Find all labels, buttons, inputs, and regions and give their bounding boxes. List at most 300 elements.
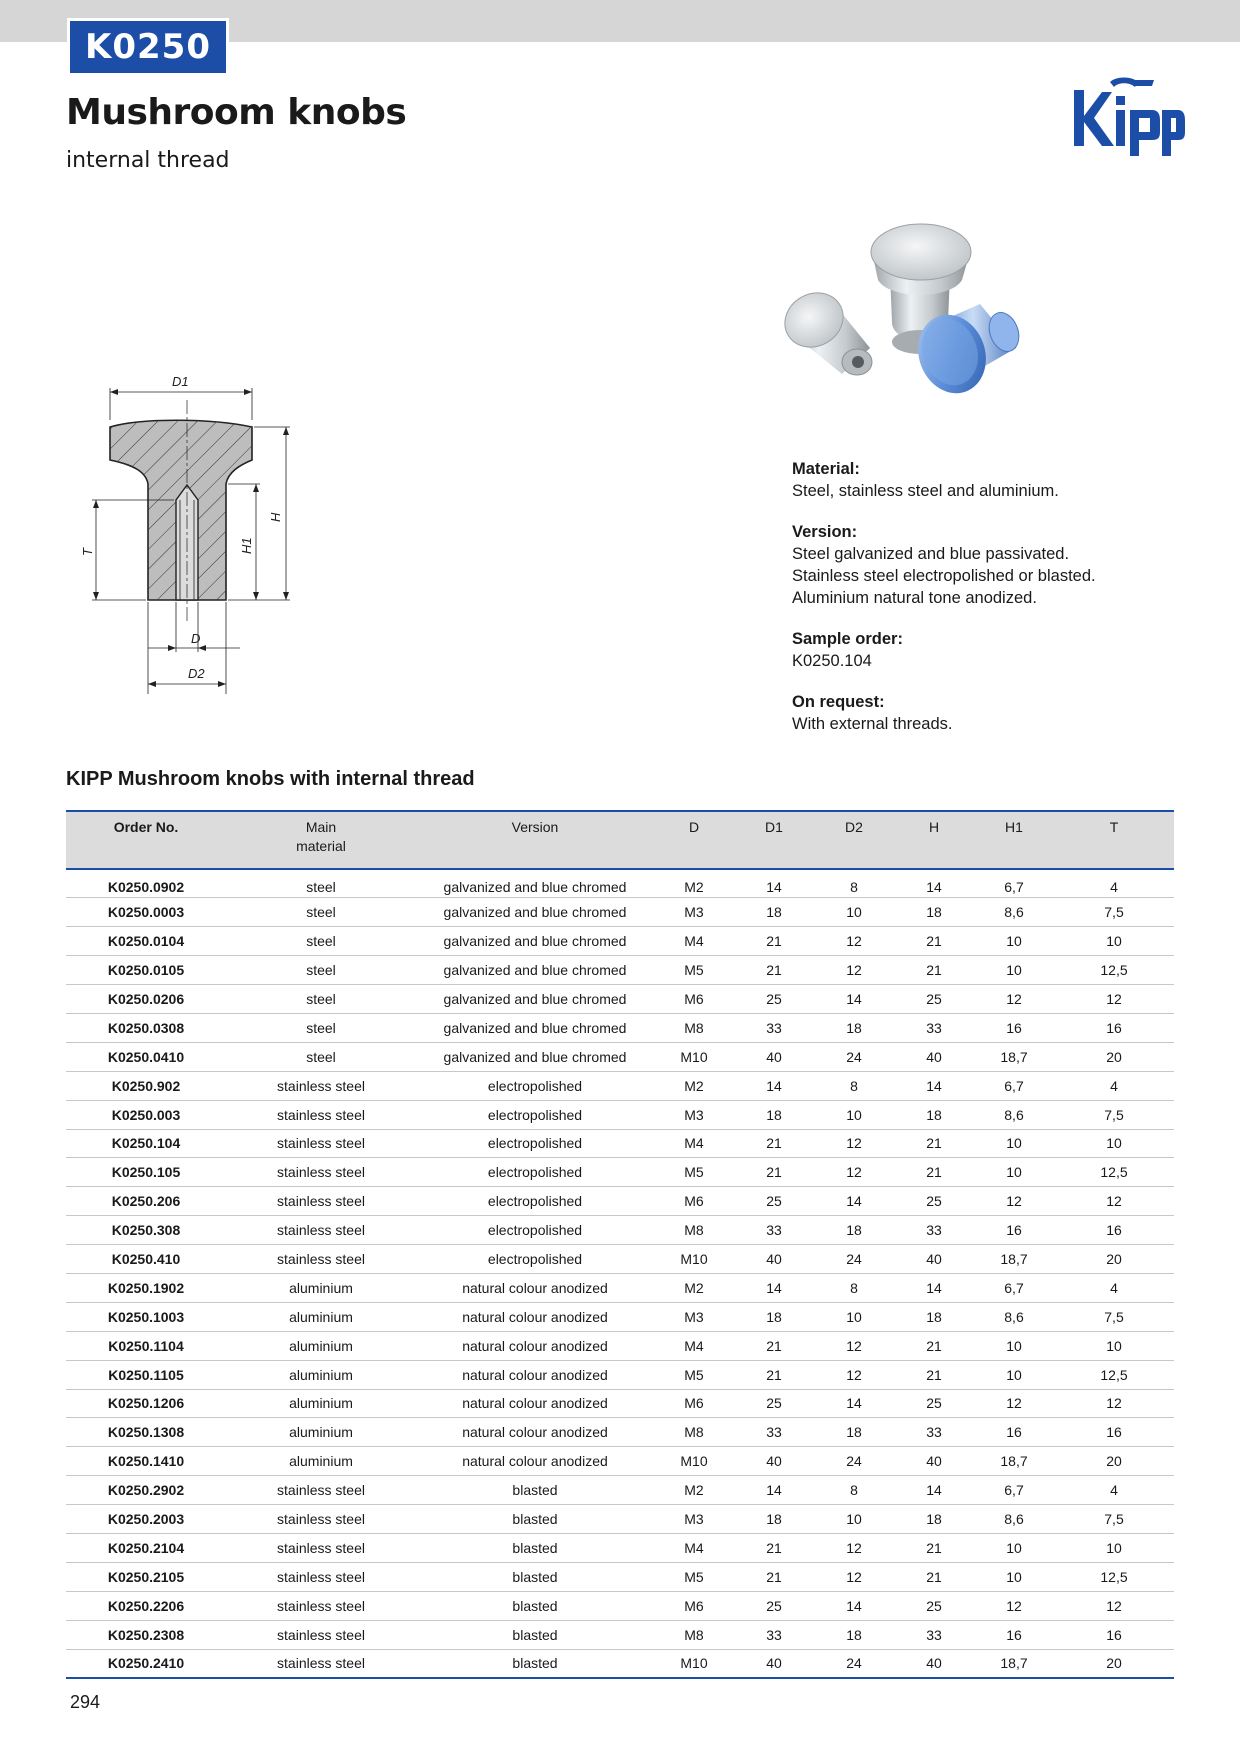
- cell-version: natural colour anodized: [416, 1360, 654, 1389]
- cell-main-material: steel: [226, 1013, 416, 1042]
- cell-order-no: K0250.1410: [66, 1447, 226, 1476]
- column-header-main-material: [226, 811, 416, 869]
- column-header-text: H: [928, 819, 940, 835]
- cell-order-no: K0250.0902: [66, 869, 226, 898]
- cell-d: M8: [654, 1216, 734, 1245]
- cell-d2: 8: [814, 1071, 894, 1100]
- cell-d1: 21: [734, 1562, 814, 1591]
- cell-version: blasted: [416, 1533, 654, 1562]
- cell-order-no: K0250.902: [66, 1071, 226, 1100]
- cell-order-no: K0250.1003: [66, 1302, 226, 1331]
- table-row: [66, 1100, 1174, 1129]
- column-header-order-no: [66, 811, 226, 869]
- cell-version: electropolished: [416, 1245, 654, 1274]
- cell-d1: 21: [734, 1129, 814, 1158]
- cell-version: blasted: [416, 1562, 654, 1591]
- cell-t: 12: [1054, 1187, 1174, 1216]
- cell-d2: 8: [814, 1476, 894, 1505]
- table-row: [66, 985, 1174, 1014]
- cell-main-material: stainless steel: [226, 1649, 416, 1678]
- cell-main-material: stainless steel: [226, 1071, 416, 1100]
- cell-h: 33: [894, 1620, 974, 1649]
- cell-d: M8: [654, 1620, 734, 1649]
- cell-d2: 12: [814, 956, 894, 985]
- cell-t: 20: [1054, 1245, 1174, 1274]
- cell-d: M3: [654, 1100, 734, 1129]
- dim-label-h1: H1: [239, 537, 254, 554]
- cell-version: galvanized and blue chromed: [416, 869, 654, 898]
- cell-order-no: K0250.2410: [66, 1649, 226, 1678]
- cell-main-material: stainless steel: [226, 1216, 416, 1245]
- cell-d: M10: [654, 1042, 734, 1071]
- table-row: [66, 1389, 1174, 1418]
- cell-d2: 14: [814, 1187, 894, 1216]
- column-header-h: [894, 811, 974, 869]
- cell-h: 25: [894, 1591, 974, 1620]
- table-row: [66, 1042, 1174, 1071]
- cell-d2: 24: [814, 1649, 894, 1678]
- cell-t: 20: [1054, 1042, 1174, 1071]
- cell-h: 33: [894, 1013, 974, 1042]
- cell-main-material: stainless steel: [226, 1562, 416, 1591]
- cell-main-material: aluminium: [226, 1360, 416, 1389]
- cell-d: M4: [654, 1331, 734, 1360]
- cell-h: 14: [894, 1273, 974, 1302]
- spec-label: On request:: [792, 693, 885, 711]
- dim-label-d2: D2: [188, 666, 205, 681]
- cell-t: 7,5: [1054, 1100, 1174, 1129]
- cell-order-no: K0250.206: [66, 1187, 226, 1216]
- table-row: [66, 1245, 1174, 1274]
- cell-h1: 16: [974, 1216, 1054, 1245]
- cell-d2: 12: [814, 1360, 894, 1389]
- cell-h1: 10: [974, 1533, 1054, 1562]
- cell-h1: 12: [974, 985, 1054, 1014]
- cell-h: 18: [894, 1505, 974, 1534]
- cell-version: natural colour anodized: [416, 1389, 654, 1418]
- cell-d: M5: [654, 1562, 734, 1591]
- cell-order-no: K0250.410: [66, 1245, 226, 1274]
- cell-t: 12: [1054, 1389, 1174, 1418]
- cell-d1: 14: [734, 1476, 814, 1505]
- cell-order-no: K0250.2104: [66, 1533, 226, 1562]
- dim-label-t: T: [80, 548, 95, 556]
- cell-d: M6: [654, 1591, 734, 1620]
- cell-main-material: aluminium: [226, 1273, 416, 1302]
- cell-d2: 12: [814, 1158, 894, 1187]
- cell-order-no: K0250.2105: [66, 1562, 226, 1591]
- cell-d: M8: [654, 1013, 734, 1042]
- cell-d1: 21: [734, 1360, 814, 1389]
- spec-block: [792, 458, 1212, 502]
- cell-order-no: K0250.1902: [66, 1273, 226, 1302]
- cell-h: 21: [894, 1331, 974, 1360]
- cell-d1: 25: [734, 1187, 814, 1216]
- cell-d: M3: [654, 1505, 734, 1534]
- cell-h1: 12: [974, 1389, 1054, 1418]
- cell-t: 12: [1054, 1591, 1174, 1620]
- cell-d2: 12: [814, 1129, 894, 1158]
- cell-main-material: steel: [226, 1042, 416, 1071]
- cell-h: 40: [894, 1042, 974, 1071]
- cell-h: 21: [894, 1158, 974, 1187]
- spec-value: With external threads.: [792, 715, 953, 733]
- spec-label: Material:: [792, 460, 860, 478]
- cell-h: 18: [894, 1100, 974, 1129]
- spec-block: [792, 628, 1212, 672]
- cell-order-no: K0250.0308: [66, 1013, 226, 1042]
- cell-d: M10: [654, 1649, 734, 1678]
- cell-h: 40: [894, 1447, 974, 1476]
- cell-t: 12,5: [1054, 1562, 1174, 1591]
- cell-version: natural colour anodized: [416, 1447, 654, 1476]
- cell-d2: 18: [814, 1418, 894, 1447]
- cell-h: 40: [894, 1649, 974, 1678]
- cell-h1: 8,6: [974, 1302, 1054, 1331]
- cell-version: galvanized and blue chromed: [416, 927, 654, 956]
- cell-order-no: K0250.0206: [66, 985, 226, 1014]
- column-header-d: [654, 811, 734, 869]
- cell-main-material: steel: [226, 869, 416, 898]
- cell-h: 14: [894, 869, 974, 898]
- cell-main-material: stainless steel: [226, 1245, 416, 1274]
- cell-h: 21: [894, 927, 974, 956]
- cell-d1: 40: [734, 1245, 814, 1274]
- cell-version: galvanized and blue chromed: [416, 898, 654, 927]
- cell-order-no: K0250.0105: [66, 956, 226, 985]
- cell-d1: 40: [734, 1447, 814, 1476]
- table-row: [66, 1649, 1174, 1678]
- column-header-version: [416, 811, 654, 869]
- table-row: [66, 898, 1174, 927]
- cell-d2: 10: [814, 1302, 894, 1331]
- column-header-text: D1: [765, 819, 783, 835]
- cell-main-material: stainless steel: [226, 1505, 416, 1534]
- cell-d1: 14: [734, 1273, 814, 1302]
- cell-d2: 10: [814, 1505, 894, 1534]
- cell-h: 21: [894, 1360, 974, 1389]
- cell-t: 4: [1054, 1476, 1174, 1505]
- table-row: [66, 869, 1174, 898]
- cell-h1: 8,6: [974, 1100, 1054, 1129]
- cell-h1: 10: [974, 1562, 1054, 1591]
- table-row: [66, 1620, 1174, 1649]
- cell-t: 7,5: [1054, 1505, 1174, 1534]
- dim-label-h: H: [268, 512, 283, 522]
- cell-h1: 18,7: [974, 1245, 1054, 1274]
- cell-version: blasted: [416, 1649, 654, 1678]
- table-row: [66, 1302, 1174, 1331]
- cell-h: 14: [894, 1071, 974, 1100]
- cell-main-material: stainless steel: [226, 1591, 416, 1620]
- cell-d2: 18: [814, 1013, 894, 1042]
- cell-t: 20: [1054, 1649, 1174, 1678]
- cell-main-material: aluminium: [226, 1331, 416, 1360]
- cell-t: 10: [1054, 1533, 1174, 1562]
- cell-h: 25: [894, 1389, 974, 1418]
- cell-d2: 14: [814, 1591, 894, 1620]
- cell-main-material: stainless steel: [226, 1187, 416, 1216]
- cell-d: M2: [654, 1071, 734, 1100]
- cell-d2: 12: [814, 1562, 894, 1591]
- cell-d1: 25: [734, 1389, 814, 1418]
- column-header-text: T: [1109, 819, 1119, 835]
- cell-d1: 33: [734, 1216, 814, 1245]
- spec-label: Sample order:: [792, 630, 903, 648]
- cell-d2: 24: [814, 1447, 894, 1476]
- cell-t: 12,5: [1054, 956, 1174, 985]
- cell-d: M3: [654, 1302, 734, 1331]
- column-header-text: H1: [1005, 819, 1023, 835]
- cell-t: 4: [1054, 1071, 1174, 1100]
- cell-order-no: K0250.1105: [66, 1360, 226, 1389]
- cell-d1: 21: [734, 1533, 814, 1562]
- cell-h: 14: [894, 1476, 974, 1505]
- cell-h1: 18,7: [974, 1447, 1054, 1476]
- table-row: [66, 1331, 1174, 1360]
- cell-h1: 10: [974, 1360, 1054, 1389]
- cell-d2: 10: [814, 1100, 894, 1129]
- cell-d: M5: [654, 1360, 734, 1389]
- page-number: 294: [70, 1692, 101, 1712]
- column-header-d1: [734, 811, 814, 869]
- cell-main-material: stainless steel: [226, 1100, 416, 1129]
- cell-main-material: steel: [226, 985, 416, 1014]
- cell-d: M10: [654, 1245, 734, 1274]
- cell-d1: 18: [734, 1100, 814, 1129]
- dim-label-d: D: [191, 631, 201, 646]
- cell-main-material: aluminium: [226, 1302, 416, 1331]
- cell-h1: 12: [974, 1187, 1054, 1216]
- cell-d1: 21: [734, 1331, 814, 1360]
- cell-main-material: stainless steel: [226, 1158, 416, 1187]
- spec-value: Aluminium natural tone anodized.: [792, 589, 1037, 607]
- product-code: K0250: [70, 21, 226, 73]
- cell-h: 21: [894, 1129, 974, 1158]
- cell-h1: 6,7: [974, 1273, 1054, 1302]
- cell-d1: 40: [734, 1042, 814, 1071]
- cell-d: M8: [654, 1418, 734, 1447]
- cell-version: natural colour anodized: [416, 1273, 654, 1302]
- cell-d2: 12: [814, 927, 894, 956]
- table-body: [66, 869, 1174, 1678]
- cell-h: 33: [894, 1418, 974, 1447]
- cell-t: 16: [1054, 1216, 1174, 1245]
- cell-d: M5: [654, 1158, 734, 1187]
- cell-t: 7,5: [1054, 1302, 1174, 1331]
- page-title: Mushroom knobs: [66, 92, 407, 133]
- cell-version: natural colour anodized: [416, 1331, 654, 1360]
- table-row: [66, 927, 1174, 956]
- cell-t: 16: [1054, 1620, 1174, 1649]
- cell-d: M2: [654, 869, 734, 898]
- cell-t: 12,5: [1054, 1158, 1174, 1187]
- cell-version: galvanized and blue chromed: [416, 1042, 654, 1071]
- cell-h1: 8,6: [974, 1505, 1054, 1534]
- cell-h: 40: [894, 1245, 974, 1274]
- cell-h1: 10: [974, 1331, 1054, 1360]
- cell-d1: 18: [734, 1505, 814, 1534]
- page-subtitle: internal thread: [66, 148, 230, 173]
- cell-order-no: K0250.003: [66, 1100, 226, 1129]
- cell-d: M4: [654, 1129, 734, 1158]
- cell-order-no: K0250.104: [66, 1129, 226, 1158]
- cell-d1: 21: [734, 927, 814, 956]
- cell-version: electropolished: [416, 1071, 654, 1100]
- cell-h1: 18,7: [974, 1649, 1054, 1678]
- product-table: [66, 810, 1174, 1679]
- column-header-text: D2: [845, 819, 863, 835]
- cell-order-no: K0250.2308: [66, 1620, 226, 1649]
- cell-main-material: steel: [226, 898, 416, 927]
- cell-version: electropolished: [416, 1216, 654, 1245]
- spec-value: Steel, stainless steel and aluminium.: [792, 482, 1059, 500]
- cell-d2: 12: [814, 1533, 894, 1562]
- table-heading: KIPP Mushroom knobs with internal thread: [66, 768, 475, 790]
- cell-version: galvanized and blue chromed: [416, 956, 654, 985]
- cell-h1: 12: [974, 1591, 1054, 1620]
- cell-main-material: steel: [226, 956, 416, 985]
- cell-d: M4: [654, 927, 734, 956]
- technical-drawing: [80, 360, 360, 700]
- column-header-d2: [814, 811, 894, 869]
- cell-d2: 8: [814, 869, 894, 898]
- cell-d: M2: [654, 1273, 734, 1302]
- cell-order-no: K0250.1308: [66, 1418, 226, 1447]
- cell-d1: 14: [734, 869, 814, 898]
- cell-order-no: K0250.2003: [66, 1505, 226, 1534]
- cell-order-no: K0250.1104: [66, 1331, 226, 1360]
- cell-version: electropolished: [416, 1129, 654, 1158]
- column-header-text: Order No.: [113, 819, 179, 835]
- cell-t: 16: [1054, 1418, 1174, 1447]
- cell-order-no: K0250.0410: [66, 1042, 226, 1071]
- cell-version: natural colour anodized: [416, 1302, 654, 1331]
- cell-d2: 10: [814, 898, 894, 927]
- cell-d: M6: [654, 1389, 734, 1418]
- cell-h1: 6,7: [974, 1071, 1054, 1100]
- cell-h: 21: [894, 956, 974, 985]
- cell-t: 4: [1054, 869, 1174, 898]
- spec-value: Steel galvanized and blue passivated.: [792, 545, 1070, 563]
- cell-d2: 14: [814, 985, 894, 1014]
- cell-d: M4: [654, 1533, 734, 1562]
- column-header-text: D: [688, 819, 700, 835]
- cell-h: 18: [894, 898, 974, 927]
- table-row: [66, 956, 1174, 985]
- cell-h1: 10: [974, 1158, 1054, 1187]
- cell-t: 20: [1054, 1447, 1174, 1476]
- cell-t: 7,5: [1054, 898, 1174, 927]
- table-row: [66, 1013, 1174, 1042]
- cell-version: blasted: [416, 1476, 654, 1505]
- spec-block: [792, 521, 1212, 609]
- cell-t: 4: [1054, 1273, 1174, 1302]
- table-row: [66, 1360, 1174, 1389]
- cell-d1: 33: [734, 1013, 814, 1042]
- table-header-row: [66, 811, 1174, 869]
- cell-d: M6: [654, 985, 734, 1014]
- table-row: [66, 1216, 1174, 1245]
- cell-order-no: K0250.0104: [66, 927, 226, 956]
- cell-version: electropolished: [416, 1100, 654, 1129]
- cell-d1: 21: [734, 956, 814, 985]
- cell-order-no: K0250.2206: [66, 1591, 226, 1620]
- cell-h: 21: [894, 1562, 974, 1591]
- cell-version: blasted: [416, 1505, 654, 1534]
- cell-h1: 8,6: [974, 898, 1054, 927]
- cell-h: 25: [894, 985, 974, 1014]
- cell-h1: 10: [974, 927, 1054, 956]
- cell-d1: 18: [734, 898, 814, 927]
- cell-h: 33: [894, 1216, 974, 1245]
- cell-t: 12: [1054, 985, 1174, 1014]
- cell-d1: 25: [734, 985, 814, 1014]
- cell-d2: 14: [814, 1389, 894, 1418]
- cell-d: M2: [654, 1476, 734, 1505]
- cell-d1: 40: [734, 1649, 814, 1678]
- table-row: [66, 1187, 1174, 1216]
- cell-d1: 14: [734, 1071, 814, 1100]
- table-row: [66, 1418, 1174, 1447]
- cell-version: galvanized and blue chromed: [416, 985, 654, 1014]
- cell-d1: 33: [734, 1418, 814, 1447]
- cell-d1: 18: [734, 1302, 814, 1331]
- cell-order-no: K0250.308: [66, 1216, 226, 1245]
- cell-main-material: stainless steel: [226, 1620, 416, 1649]
- spec-value: K0250.104: [792, 652, 872, 670]
- cell-main-material: aluminium: [226, 1418, 416, 1447]
- table-row: [66, 1447, 1174, 1476]
- cell-d1: 25: [734, 1591, 814, 1620]
- cell-order-no: K0250.2902: [66, 1476, 226, 1505]
- cell-h: 18: [894, 1302, 974, 1331]
- cell-main-material: steel: [226, 927, 416, 956]
- table-row: [66, 1533, 1174, 1562]
- dim-label-d1: D1: [172, 374, 189, 389]
- column-header-text: material: [296, 838, 346, 854]
- cell-t: 12,5: [1054, 1360, 1174, 1389]
- table-row: [66, 1476, 1174, 1505]
- cell-d2: 8: [814, 1273, 894, 1302]
- product-photo: [780, 222, 1130, 442]
- cell-h: 25: [894, 1187, 974, 1216]
- cell-d2: 24: [814, 1042, 894, 1071]
- table-row: [66, 1158, 1174, 1187]
- cell-t: 16: [1054, 1013, 1174, 1042]
- cell-main-material: aluminium: [226, 1389, 416, 1418]
- cell-version: natural colour anodized: [416, 1418, 654, 1447]
- cell-h1: 16: [974, 1013, 1054, 1042]
- cell-main-material: stainless steel: [226, 1533, 416, 1562]
- column-header-text: Main: [305, 819, 337, 835]
- cell-version: electropolished: [416, 1158, 654, 1187]
- table-row: [66, 1562, 1174, 1591]
- column-header-text: Version: [511, 819, 559, 835]
- table-row: [66, 1505, 1174, 1534]
- spec-label: Version:: [792, 523, 858, 541]
- cell-h1: 10: [974, 1129, 1054, 1158]
- cell-h1: 16: [974, 1418, 1054, 1447]
- cell-order-no: K0250.1206: [66, 1389, 226, 1418]
- column-header-h1: [974, 811, 1054, 869]
- spec-value: Stainless steel electropolished or blasted.: [792, 567, 1096, 585]
- spec-block: [792, 691, 1212, 735]
- kipp-logo: [1072, 76, 1186, 158]
- cell-d2: 12: [814, 1331, 894, 1360]
- cell-main-material: stainless steel: [226, 1476, 416, 1505]
- cell-version: electropolished: [416, 1187, 654, 1216]
